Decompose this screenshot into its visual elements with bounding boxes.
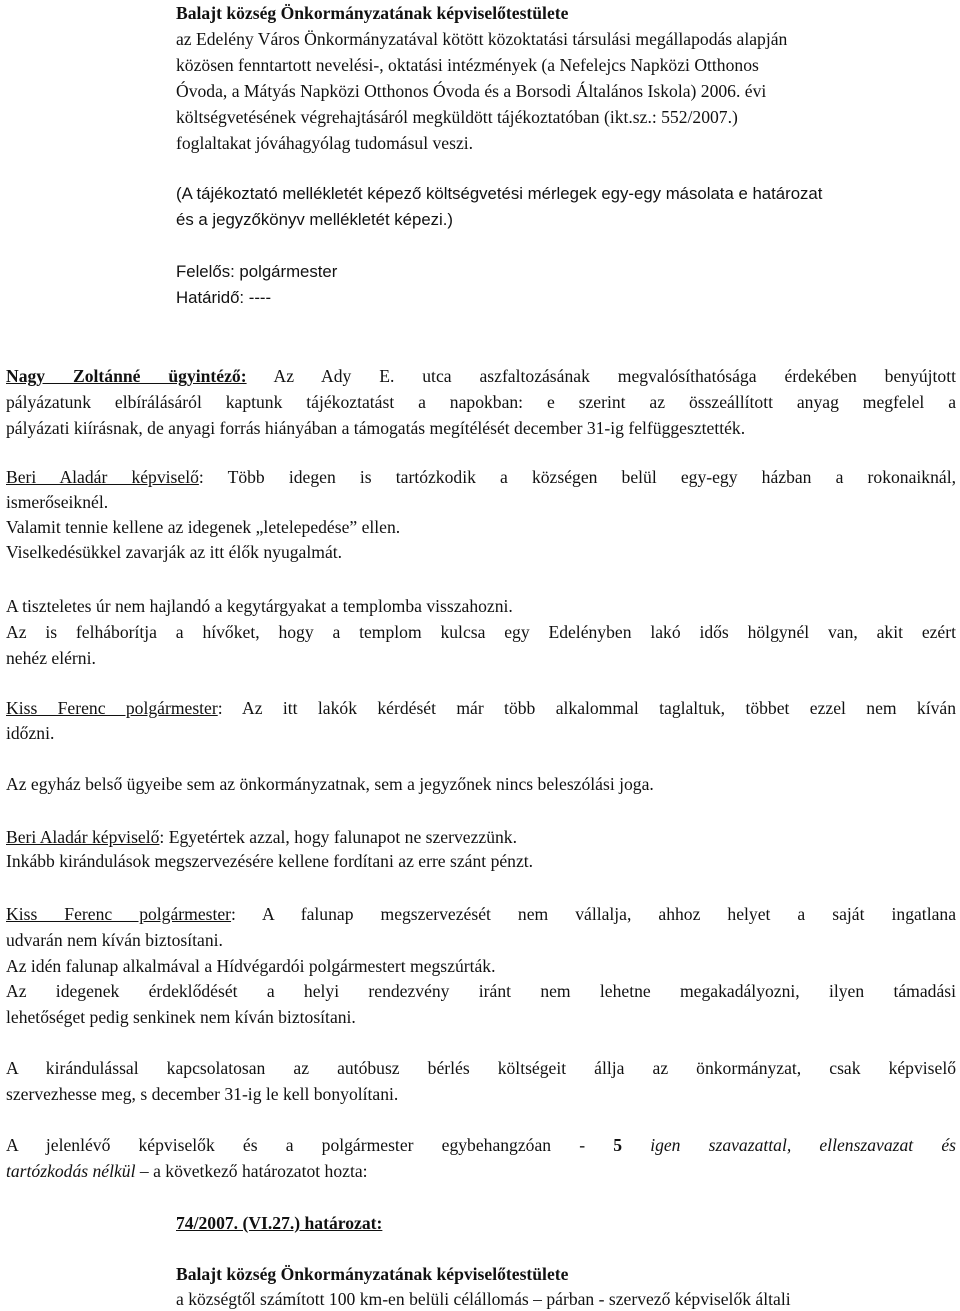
attachment-note-line: (A tájékoztató mellékletét képező költségvetési mérlegek egy-egy másolata e határozat <box>176 184 823 203</box>
vote-text: A jelenlévő képviselők és a polgármester egybehangzóan - <box>6 1135 586 1155</box>
paragraph-line: Az idén falunap alkalmával a Hídvégardói polgármestert megszúrták. <box>6 956 496 976</box>
paragraph-text: : Az itt lakók kérdését már több alkalommal taglaltuk, többet ezzel nem kíván <box>217 698 957 718</box>
paragraph-text: : Egyetértek azzal, hogy falunapot ne szervezzünk. <box>159 827 517 847</box>
vote-count: 5 <box>613 1135 623 1155</box>
paragraph-line <box>6 826 517 848</box>
resolution-text-line: költségvetésének végrehajtásáról megküldött tájékoztatóban (ikt.sz.: 552/2007.) <box>176 107 738 127</box>
speaker-name: Nagy Zoltánné ügyintéző: <box>6 366 247 386</box>
paragraph-text: : Több idegen is tartózkodik a községen belül egy-egy házban a rokonaiknál, <box>198 467 956 487</box>
paragraph-text: Az Ady E. utca aszfaltozásának megvalósíthatósága érdekében benyújtott <box>246 366 957 386</box>
paragraph-line: pályázati kiírásnak, de anyagi forrás hiányában a támogatás megítélését december 31-ig felfüggesztették. <box>6 418 746 438</box>
vote-result: igen szavazattal, ellenszavazat és <box>650 1135 956 1155</box>
paragraph-line: A tiszteletes úr nem hajlandó a kegytárgyakat a templomba visszahozni. <box>6 596 513 616</box>
paragraph-line: szervezhesse meg, s december 31-ig le kell bonyolítani. <box>6 1084 399 1104</box>
paragraph-line: ismerőseiknél. <box>6 492 109 512</box>
paragraph-line: udvarán nem kíván biztosítani. <box>6 930 223 950</box>
paragraph-line: Az idegenek érdeklődését a helyi rendezvény iránt nem lehetne megakadályozni, ilyen támadási <box>6 981 956 1001</box>
paragraph-line: pályázatunk elbírálásáról kaptunk tájékoztatást a napokban: e szerint az összeállított anyag megfelel a <box>6 392 956 412</box>
speaker-name: Kiss Ferenc polgármester <box>6 698 218 718</box>
paragraph-line <box>6 697 956 719</box>
resolution-text-line: Óvoda, a Mátyás Napközi Otthonos Óvoda és a Borsodi Általános Iskola) 2006. évi <box>176 81 767 101</box>
paragraph-line: Viselkedésükkel zavarják az itt élők nyugalmát. <box>6 542 343 562</box>
resolution-heading-2: Balajt község Önkormányzatának képviselőtestülete <box>176 1264 569 1284</box>
paragraph-line: időzni. <box>6 723 55 743</box>
paragraph-text: : A falunap megszervezését nem vállalja, ahhoz helyet a saját ingatlana <box>231 904 956 924</box>
paragraph-line: A kirándulással kapcsolatosan az autóbusz bérlés költségeit állja az önkormányzat, csak képviselő <box>6 1058 956 1078</box>
paragraph-line: Valamit tennie kellene az idegenek „letelepedése” ellen. <box>6 517 401 537</box>
vote-line <box>6 1160 368 1182</box>
paragraph-line: nehéz elérni. <box>6 648 96 668</box>
vote-text: – a következő határozatot hozta: <box>135 1161 368 1181</box>
speaker-name: Beri Aladár képviselő <box>6 827 160 847</box>
resolution-text-line: az Edelény Város Önkormányzatával kötött közoktatási társulási megállapodás alapján <box>176 29 788 49</box>
resolution-heading-1: Balajt község Önkormányzatának képviselőtestülete <box>176 3 569 23</box>
resolution-text-line: foglaltakat jóváhagyólag tudomásul veszi. <box>176 133 474 153</box>
resolution-text-line: a községtől számított 100 km-en belüli célállomás – párban - szervező képviselők általi <box>176 1289 791 1309</box>
vote-result: tartózkodás nélkül <box>6 1161 136 1181</box>
resolution-text-line: közösen fenntartott nevelési-, oktatási intézmények (a Nefelejcs Napközi Otthonos <box>176 55 759 75</box>
speaker-name: Beri Aladár képviselő <box>6 467 199 487</box>
paragraph-line <box>6 903 956 925</box>
paragraph-line: Az is felháborítja a hívőket, hogy a templom kulcsa egy Edelényben lakó idős hölgynél van, akit ezért <box>6 622 956 642</box>
deadline-line: Határidő: ---- <box>176 288 272 307</box>
paragraph-line <box>6 365 956 387</box>
attachment-note-line: és a jegyzőkönyv mellékletét képezi.) <box>176 210 454 229</box>
paragraph-line: lehetőséget pedig senkinek nem kíván biztosítani. <box>6 1007 356 1027</box>
vote-line <box>6 1134 956 1156</box>
resolution-number: 74/2007. (VI.27.) határozat: <box>176 1213 383 1233</box>
speaker-name: Kiss Ferenc polgármester <box>6 904 232 924</box>
paragraph-line: Inkább kirándulások megszervezésére kellene fordítani az erre szánt pénzt. <box>6 851 534 871</box>
paragraph-line <box>6 466 956 488</box>
paragraph-line: Az egyház belső ügyeibe sem az önkormányzatnak, sem a jegyzőnek nincs beleszólási joga. <box>6 774 654 794</box>
responsible-line: Felelős: polgármester <box>176 262 338 281</box>
